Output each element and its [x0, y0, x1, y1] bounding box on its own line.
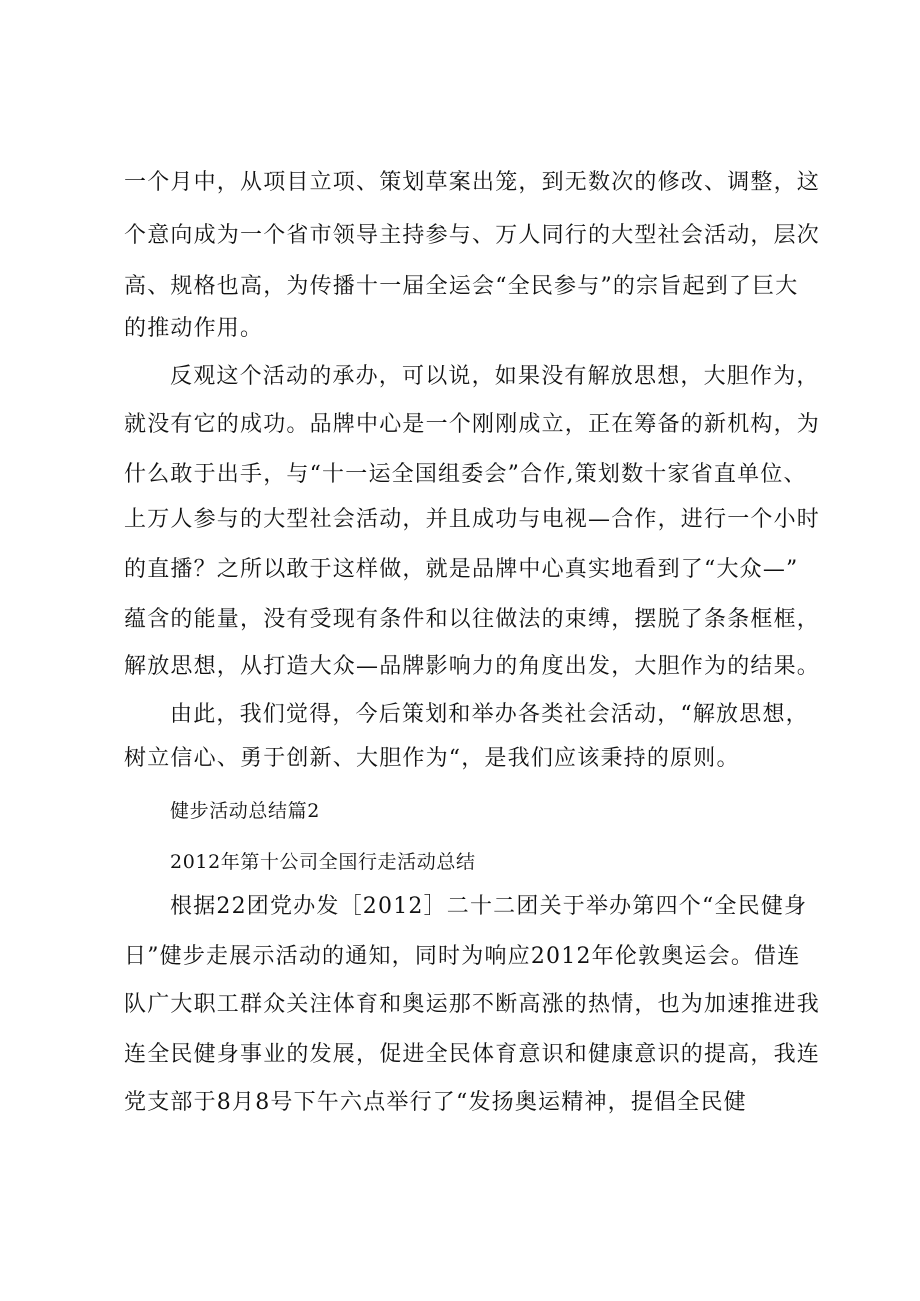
paragraph-2-line-7: 解放思想，从打造大众—品牌影响力的角度出发，大胆作为的结果。: [124, 654, 821, 679]
paragraph-1-line-1: 一个月中，从项目立项、策划草案出笼，到无数次的修改、调整，这: [124, 170, 821, 195]
paragraph-3-line-1: 由此，我们觉得，今后策划和举办各类社会活动，“解放思想，: [170, 702, 809, 727]
paragraph-2-line-3: 什么敢于出手，与“十一运全国组委会”合作,策划数十家省直单位、: [124, 462, 807, 487]
paragraph-4-line-5: 党支部于8月8号下午六点举行了“发扬奥运精神，提倡全民健: [124, 1090, 747, 1115]
paragraph-2-line-4: 上万人参与的大型社会活动，并且成功与电视—合作，进行一个小时: [124, 507, 821, 532]
paragraph-4-line-1: 根据22团党办发［2012］二十二团关于举办第四个“全民健身: [170, 894, 808, 919]
paragraph-3-line-2: 树立信心、勇于创新、大胆作为“，是我们应该秉持的原则。: [124, 746, 740, 771]
subheading-2012: 2012年第十公司全国行走活动总结: [170, 851, 476, 873]
paragraph-2-line-6: 蕴含的能量，没有受现有条件和以往做法的束缚，摆脱了条条框框，: [124, 607, 821, 632]
paragraph-2-line-5: 的直播？之所以敢于这样做，就是品牌中心真实地看到了“大众—”: [124, 557, 799, 582]
paragraph-4-line-2: 日”健步走展示活动的通知，同时为响应2012年伦敦奥运会。借连: [124, 944, 801, 969]
section-heading-2: 健步活动总结篇2: [170, 800, 320, 822]
paragraph-2-line-1: 反观这个活动的承办，可以说，如果没有解放思想，大胆作为，: [170, 364, 820, 389]
paragraph-1-line-3: 高、规格也高，为传播十一届全运会“全民参与”的宗旨起到了巨大: [124, 274, 799, 299]
paragraph-1-line-2: 个意向成为一个省市领导主持参与、万人同行的大型社会活动，层次: [124, 223, 821, 248]
paragraph-1-line-4: 的推动作用。: [124, 316, 264, 341]
paragraph-4-line-4: 连全民健身事业的发展，促进全民体育意识和健康意识的提高，我连: [124, 1042, 821, 1067]
paragraph-2-line-2: 就没有它的成功。品牌中心是一个刚刚成立，正在筹备的新机构，为: [124, 412, 821, 437]
paragraph-4-line-3: 队广大职工群众关注体育和奥运那不断高涨的热情，也为加速推进我: [124, 992, 821, 1017]
